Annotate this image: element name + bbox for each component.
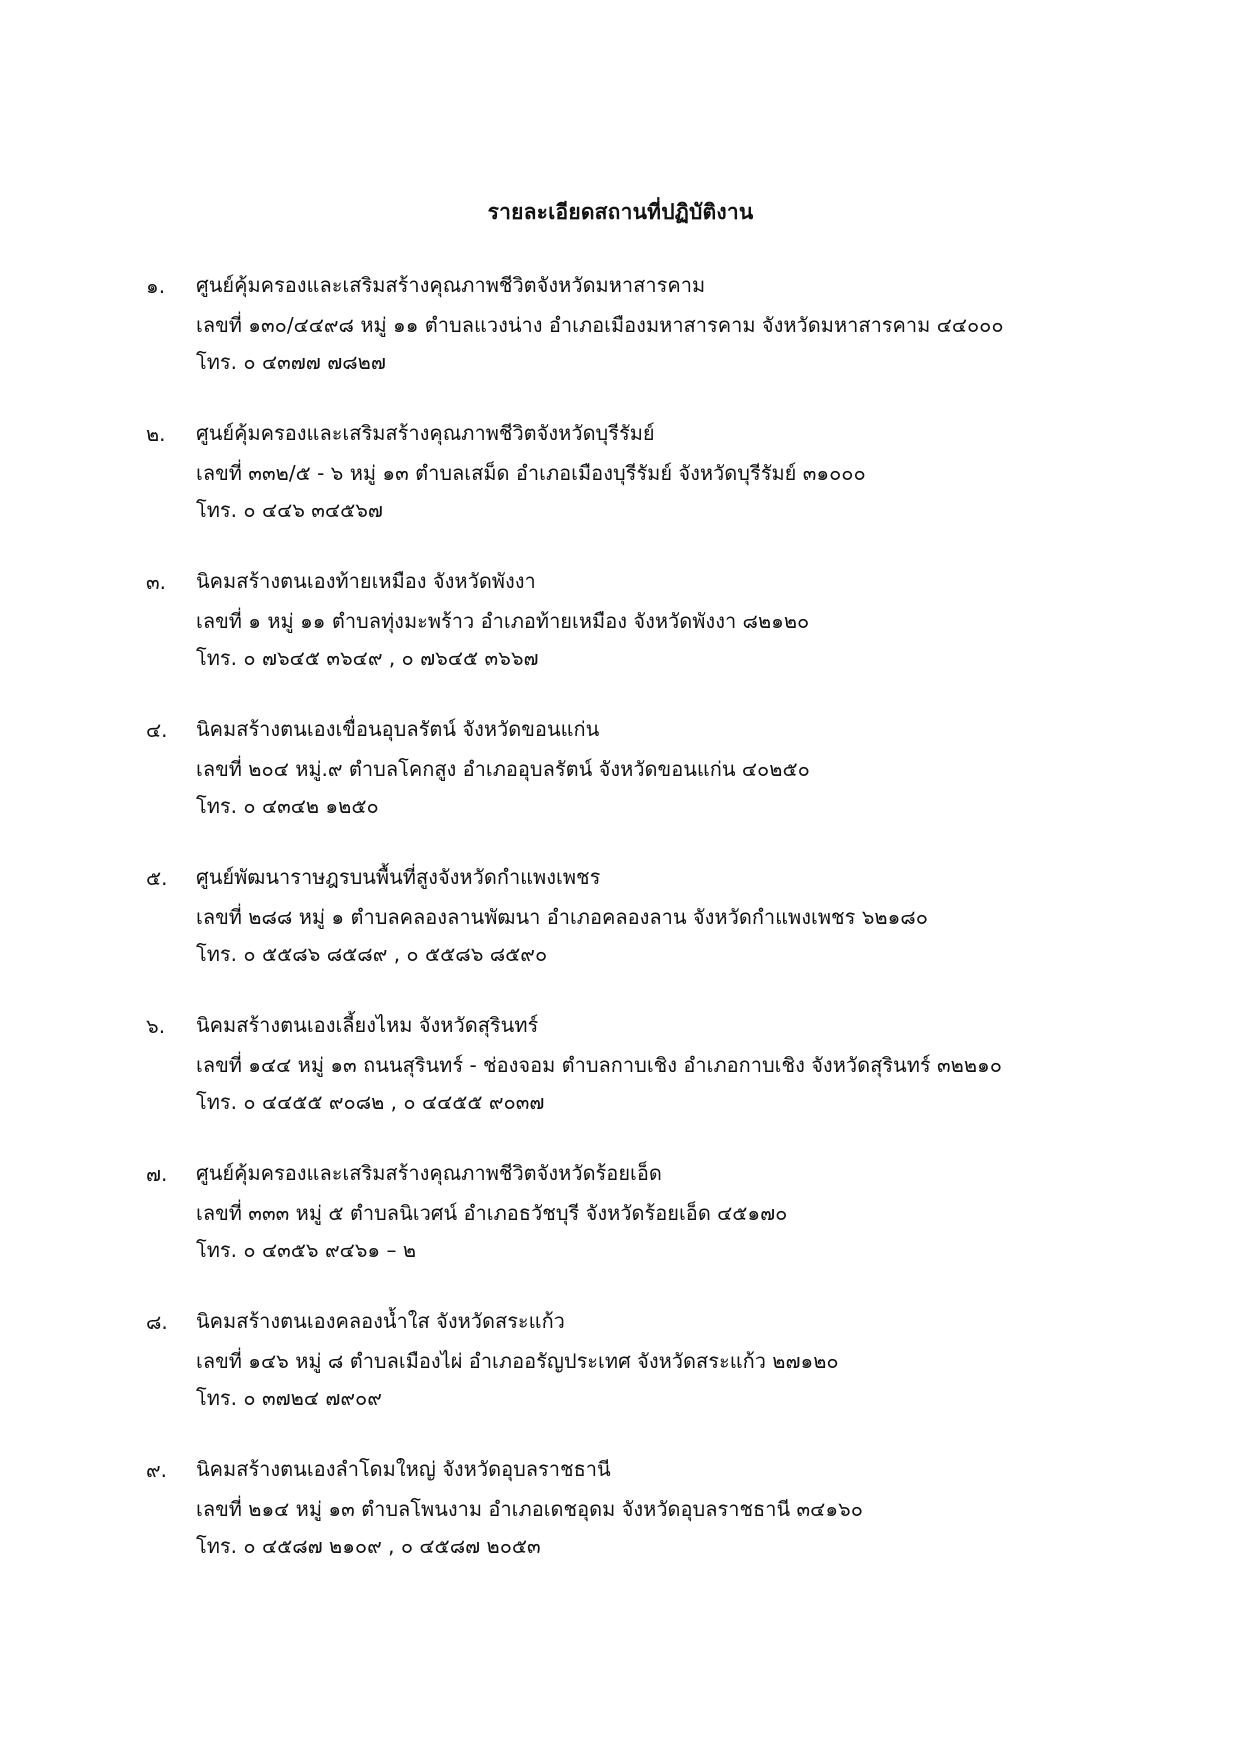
- item-number: ๙.: [146, 1458, 168, 1482]
- workplace-name: นิคมสร้างตนเองลำโดมใหญ่ จังหวัดอุบลราชธานี: [196, 1457, 611, 1481]
- workplace-name: นิคมสร้างตนเองเลี้ยงไหม จังหวัดสุรินทร์: [196, 1013, 539, 1037]
- workplace-name: ศูนย์พัฒนาราษฎรบนพื้นที่สูงจังหวัดกำแพงเพชร: [196, 865, 601, 889]
- workplace-address: เลขที่ ๑ หมู่ ๑๑ ตำบลทุ่งมะพร้าว อำเภอท้ายเหมือง จังหวัดพังงา ๘๒๑๒๐: [196, 609, 810, 633]
- workplace-name: ศูนย์คุ้มครองและเสริมสร้างคุณภาพชีวิตจังหวัดบุรีรัมย์: [196, 421, 655, 445]
- workplace-name: ศูนย์คุ้มครองและเสริมสร้างคุณภาพชีวิตจังหวัดร้อยเอ็ด: [196, 1161, 662, 1185]
- list-item: [0, 566, 1241, 714]
- workplace-name: นิคมสร้างตนเองคลองน้ำใส จังหวัดสระแก้ว: [196, 1309, 565, 1333]
- list-item: [0, 270, 1241, 418]
- item-number: ๓.: [146, 570, 167, 594]
- workplace-address: เลขที่ ๑๔๔ หมู่ ๑๓ ถนนสุรินทร์ - ช่องจอม ตำบลกาบเชิง อำเภอกาบเชิง จังหวัดสุรินทร์ ๓๒๒๑๐: [196, 1053, 1002, 1077]
- item-number: ๑.: [146, 274, 166, 298]
- workplace-phone: โทร. ๐ ๔๓๗๗ ๗๘๒๗: [196, 350, 386, 374]
- workplace-name: นิคมสร้างตนเองเขื่อนอุบลรัตน์ จังหวัดขอนแก่น: [196, 717, 600, 741]
- workplace-address: เลขที่ ๑๔๖ หมู่ ๘ ตำบลเมืองไผ่ อำเภออรัญประเทศ จังหวัดสระแก้ว ๒๗๑๒๐: [196, 1349, 839, 1373]
- list-item: [0, 418, 1241, 566]
- item-number: ๒.: [146, 422, 166, 446]
- list-item: [0, 1158, 1241, 1306]
- item-number: ๘.: [146, 1310, 168, 1334]
- workplace-phone: โทร. ๐ ๔๓๕๖ ๙๔๖๑ – ๒: [196, 1238, 417, 1262]
- list-item: [0, 1010, 1241, 1158]
- item-number: ๗.: [146, 1162, 168, 1186]
- workplace-phone: โทร. ๐ ๔๔๖ ๓๔๕๖๗: [196, 498, 383, 522]
- document-title: รายละเอียดสถานที่ปฏิบัติงาน: [487, 200, 754, 224]
- workplace-address: เลขที่ ๓๓๒/๕ - ๖ หมู่ ๑๓ ตำบลเสม็ด อำเภอเมืองบุรีรัมย์ จังหวัดบุรีรัมย์ ๓๑๐๐๐: [196, 461, 866, 485]
- item-number: ๖.: [146, 1014, 166, 1038]
- workplace-phone: โทร. ๐ ๔๕๘๗ ๒๑๐๙ , ๐ ๔๕๘๗ ๒๐๕๓: [196, 1534, 541, 1558]
- workplace-address: เลขที่ ๒๐๔ หมู่.๙ ตำบลโคกสูง อำเภออุบลรัตน์ จังหวัดขอนแก่น ๔๐๒๕๐: [196, 757, 810, 781]
- workplace-phone: โทร. ๐ ๗๖๔๕ ๓๖๔๙ , ๐ ๗๖๔๕ ๓๖๖๗: [196, 646, 539, 670]
- item-number: ๕.: [146, 866, 168, 890]
- list-item: [0, 714, 1241, 862]
- workplace-address: เลขที่ ๓๓๓ หมู่ ๕ ตำบลนิเวศน์ อำเภอธวัชบุรี จังหวัดร้อยเอ็ด ๔๕๑๗๐: [196, 1201, 788, 1225]
- list-item: [0, 1306, 1241, 1454]
- workplace-list: [0, 270, 1241, 1602]
- workplace-phone: โทร. ๐ ๕๕๘๖ ๘๕๘๙ , ๐ ๕๕๘๖ ๘๕๙๐: [196, 942, 548, 966]
- workplace-phone: โทร. ๐ ๔๓๔๒ ๑๒๕๐: [196, 794, 379, 818]
- workplace-address: เลขที่ ๒๘๘ หมู่ ๑ ตำบลคลองลานพัฒนา อำเภอคลองลาน จังหวัดกำแพงเพชร ๖๒๑๘๐: [196, 905, 928, 929]
- workplace-address: เลขที่ ๑๓๐/๔๔๙๘ หมู่ ๑๑ ตำบลแวงน่าง อำเภอเมืองมหาสารคาม จังหวัดมหาสารคาม ๔๔๐๐๐: [196, 313, 1004, 337]
- workplace-phone: โทร. ๐ ๓๗๒๔ ๗๙๐๙: [196, 1386, 382, 1410]
- list-item: [0, 1454, 1241, 1602]
- list-item: [0, 862, 1241, 1010]
- workplace-name: ศูนย์คุ้มครองและเสริมสร้างคุณภาพชีวิตจังหวัดมหาสารคาม: [196, 273, 706, 297]
- workplace-phone: โทร. ๐ ๔๔๕๕ ๙๐๘๒ , ๐ ๔๔๕๕ ๙๐๓๗: [196, 1090, 545, 1114]
- item-number: ๔.: [146, 718, 168, 742]
- workplace-address: เลขที่ ๒๑๔ หมู่ ๑๓ ตำบลโพนงาม อำเภอเดชอุดม จังหวัดอุบลราชธานี ๓๔๑๖๐: [196, 1497, 863, 1521]
- workplace-name: นิคมสร้างตนเองท้ายเหมือง จังหวัดพังงา: [196, 569, 536, 593]
